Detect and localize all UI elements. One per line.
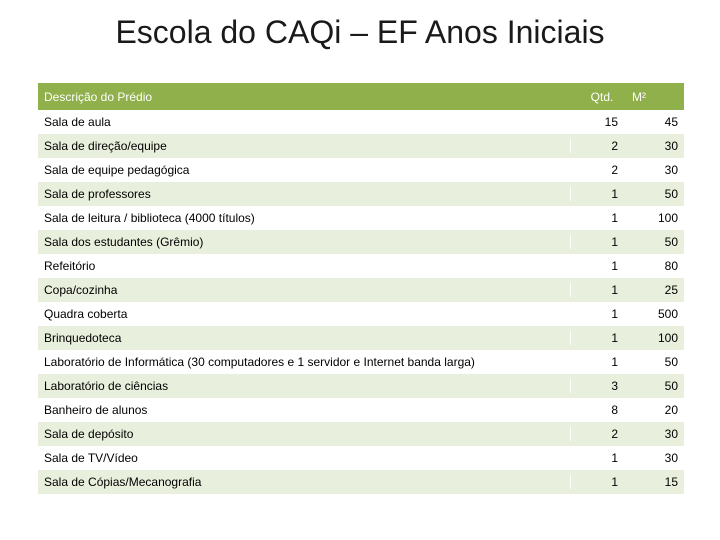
table-row — [38, 206, 684, 230]
row-qty: 1 — [570, 235, 626, 249]
row-area: 20 — [664, 403, 678, 417]
table-row — [38, 182, 684, 206]
page-title: Escola do CAQi – EF Anos Iniciais — [115, 14, 605, 50]
row-description: Quadra coberta — [44, 307, 128, 321]
row-qty: 1 — [570, 187, 626, 201]
table-row — [38, 110, 684, 134]
table-row — [38, 350, 684, 374]
row-qty: 1 — [570, 283, 626, 297]
table-row — [38, 374, 684, 398]
row-area: 50 — [626, 235, 684, 249]
row-description: Sala de equipe pedagógica — [44, 163, 190, 177]
row-description: Brinquedoteca — [44, 331, 122, 345]
row-qty: 1 — [570, 259, 626, 273]
row-area: 30 — [664, 451, 678, 465]
row-area: 30 — [626, 427, 684, 441]
table-row — [38, 302, 684, 326]
row-area: 50 — [664, 355, 678, 369]
table-row — [38, 470, 684, 494]
row-description: Laboratório de Informática (30 computadores e 1 servidor e Internet banda larga) — [44, 355, 475, 369]
row-area: 30 — [626, 139, 684, 153]
table-header — [38, 83, 684, 110]
table-row — [38, 326, 684, 350]
header-description: Descrição do Prédio — [44, 89, 153, 104]
row-area: 50 — [626, 379, 684, 393]
row-qty: 1 — [570, 451, 626, 465]
row-qty: 2 — [570, 163, 626, 177]
row-description: Sala de aula — [44, 115, 111, 129]
row-area: 100 — [657, 211, 678, 225]
row-qty: 3 — [570, 379, 626, 393]
building-table — [38, 83, 684, 494]
row-description: Refeitório — [44, 259, 96, 273]
table-row — [38, 158, 684, 182]
row-description: Sala de TV/Vídeo — [44, 451, 138, 465]
table-row — [38, 446, 684, 470]
row-qty: 15 — [570, 115, 626, 129]
table-row — [38, 278, 684, 302]
row-description: Banheiro de alunos — [44, 403, 148, 417]
row-description: Sala de direção/equipe — [44, 139, 167, 153]
row-qty: 1 — [570, 475, 626, 489]
row-area: 100 — [626, 331, 684, 345]
table-row — [38, 134, 684, 158]
row-area: 45 — [664, 115, 678, 129]
row-qty: 8 — [570, 403, 626, 417]
row-qty: 1 — [570, 331, 626, 345]
table-row — [38, 230, 684, 254]
row-area: 25 — [626, 283, 684, 297]
row-description: Sala de Cópias/Mecanografia — [44, 475, 202, 489]
table-body — [38, 110, 684, 494]
row-area: 80 — [664, 259, 678, 273]
row-qty: 1 — [570, 307, 626, 321]
table-row — [38, 254, 684, 278]
row-description: Sala de professores — [44, 187, 151, 201]
header-area: M² — [632, 89, 646, 104]
row-area: 15 — [626, 475, 684, 489]
row-description: Sala dos estudantes (Grêmio) — [44, 235, 204, 249]
table-row — [38, 422, 684, 446]
row-description: Copa/cozinha — [44, 283, 118, 297]
row-qty: 2 — [570, 139, 626, 153]
row-qty: 2 — [570, 427, 626, 441]
row-description: Sala de depósito — [44, 427, 134, 441]
row-qty: 1 — [570, 355, 626, 369]
row-area: 30 — [664, 163, 678, 177]
row-description: Sala de leitura / biblioteca (4000 títulos) — [44, 211, 255, 225]
row-description: Laboratório de ciências — [44, 379, 169, 393]
row-area: 50 — [626, 187, 684, 201]
table-row — [38, 398, 684, 422]
row-qty: 1 — [570, 211, 626, 225]
row-area: 500 — [657, 307, 678, 321]
header-qty: Qtd. — [590, 89, 614, 104]
